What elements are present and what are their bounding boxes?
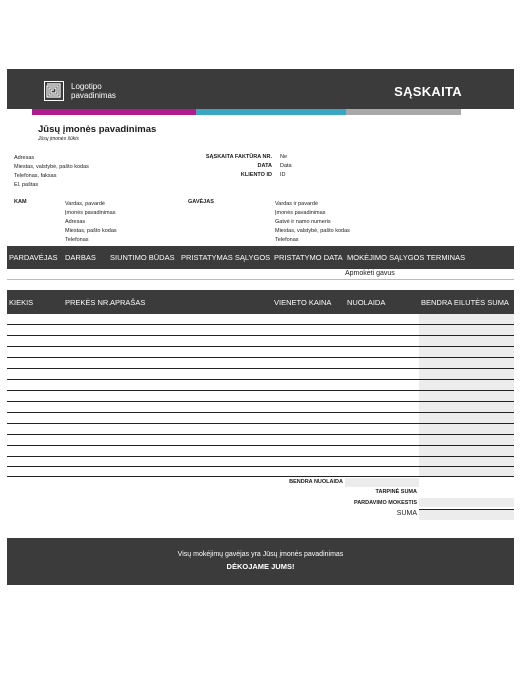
to-line: Telefonas	[65, 237, 89, 243]
invoice-number-value: Ne	[280, 154, 288, 160]
items-header-row	[7, 290, 514, 314]
sender-address: Adresas	[14, 155, 35, 161]
table-row[interactable]	[7, 423, 514, 424]
col-description: APRAŠAS	[110, 298, 146, 307]
recipient-line: Miestas, valstybė, pašto kodas	[275, 228, 350, 234]
customer-id-label: KLIENTO ID	[240, 172, 272, 178]
maze-logo-icon	[44, 81, 64, 101]
recipient-line: Telefonas	[275, 237, 299, 243]
to-label: KAM	[14, 199, 27, 205]
table-row[interactable]	[7, 357, 514, 358]
col-shipping-method: SIUNTIMO BŪDAS	[110, 253, 175, 262]
table-row[interactable]	[7, 346, 514, 347]
payable-note	[7, 551, 514, 558]
invoice-number-label: SĄSKAITA FAKTŪRA NR.	[205, 154, 272, 160]
accent-stripe-teal	[196, 109, 346, 115]
accent-stripe-gray	[346, 109, 461, 115]
customer-id-value: ID	[280, 172, 286, 178]
sales-tax-cell	[419, 498, 514, 507]
to-line: Vardas, pavardė	[65, 201, 105, 207]
payment-terms-value[interactable]: Apmokėti gavus	[345, 270, 395, 277]
thank-you: DĖKOJAME JUMS!	[226, 562, 295, 571]
table-row[interactable]	[7, 445, 514, 446]
sales-tax-label: PARDAVIMO MOKESTIS	[353, 500, 417, 506]
table-row[interactable]	[7, 390, 514, 391]
total-cell	[419, 510, 514, 520]
company-slogan: Jūsų įmonės šūkis	[38, 136, 79, 142]
to-line: Miestas, pašto kodas	[65, 228, 117, 234]
col-discount: NUOLAIDA	[347, 298, 386, 307]
sender-email: El. paštas	[14, 182, 39, 188]
total-discount-label: BENDRA NUOLAIDA	[289, 479, 343, 485]
divider	[7, 279, 514, 280]
sender-city: Miestas, valstybė, pašto kodas	[14, 164, 89, 170]
logo-name: Logotipo pavadinimas	[71, 82, 116, 100]
to-line: Įmonės pavadinimas	[65, 210, 116, 216]
recipient-line: Gatvė ir namo numeris	[275, 219, 331, 225]
total-label: SUMA	[396, 510, 417, 517]
payable-name: Jūsų įmonės pavadinimas	[262, 551, 344, 558]
table-row[interactable]	[7, 476, 514, 477]
recipient-line: Įmonės pavadinimas	[275, 210, 326, 216]
invoice-date-value: Data	[280, 163, 292, 169]
invoice-date-label: DATA	[257, 163, 272, 169]
recipient-label: GAVĖJAS	[188, 199, 214, 205]
col-line-total: BENDRA EILUTĖS SUMA	[421, 298, 509, 307]
table-row[interactable]	[7, 368, 514, 369]
invoice-header	[7, 69, 514, 109]
table-row[interactable]	[7, 466, 514, 467]
invoice-footer	[7, 538, 514, 585]
table-row[interactable]	[7, 401, 514, 402]
recipient-line: Vardas ir pavardė	[275, 201, 319, 207]
sender-phone: Telefonas, faksas	[14, 173, 57, 179]
table-row[interactable]	[7, 379, 514, 380]
col-delivery-date: PRISTATYMO DATA	[274, 253, 343, 262]
invoice-title: SĄSKAITA	[394, 84, 462, 99]
shipping-header-row	[7, 246, 514, 269]
table-row[interactable]	[7, 335, 514, 336]
accent-stripe-magenta	[32, 109, 196, 115]
table-row[interactable]	[7, 434, 514, 435]
col-shipping-terms: PRISTATYMAS SĄLYGOS	[181, 253, 271, 262]
col-salesperson: PARDAVĖJAS	[9, 253, 58, 262]
col-payment-terms: MOKĖJIMO SĄLYGOS TERMINAS	[347, 253, 466, 262]
col-quantity: KIEKIS	[9, 298, 34, 307]
total-discount-cell	[345, 478, 419, 487]
col-job: DARBAS	[65, 253, 96, 262]
subtotal-label: TARPINĖ SUMA	[375, 489, 417, 495]
line-total-column	[419, 314, 514, 476]
to-line: Adresas	[65, 219, 86, 225]
table-row[interactable]	[7, 456, 514, 457]
payable-prefix: Visų mokėjimų gavėjas yra	[177, 551, 261, 558]
col-item-number: PREKĖS NR.	[65, 298, 111, 307]
col-unit-price: VIENETO KAINA	[274, 298, 332, 307]
table-row[interactable]	[7, 412, 514, 413]
table-row[interactable]	[7, 324, 514, 325]
company-name: Jūsų įmonės pavadinimas	[38, 124, 157, 135]
